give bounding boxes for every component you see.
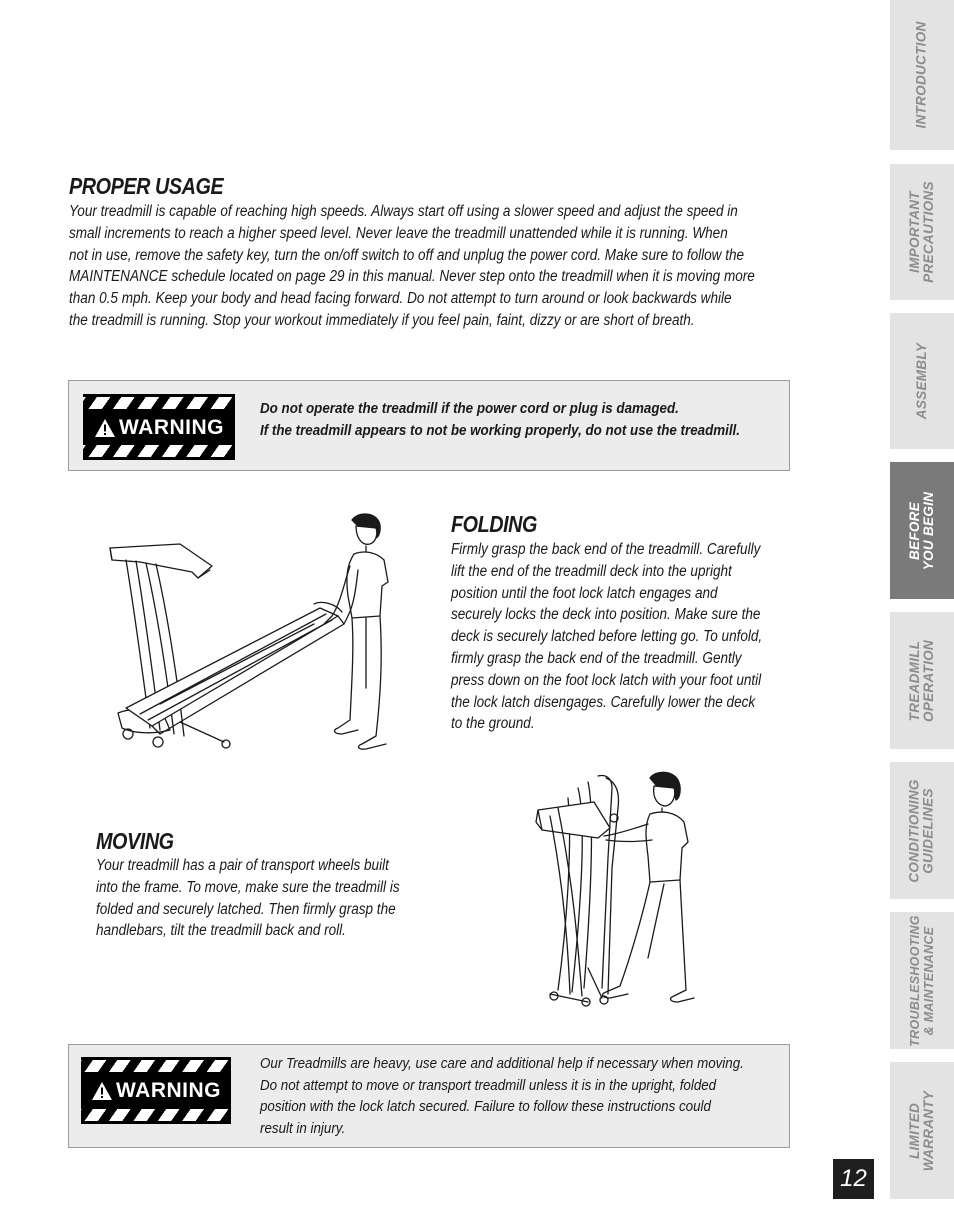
tab-label: TREADMILL OPERATION <box>907 639 937 722</box>
warning-badge <box>81 1057 231 1124</box>
tab-label: IMPORTANT PRECAUTIONS <box>907 181 936 283</box>
text-line: Do not operate the treadmill if the power cord or plug is damaged. <box>260 400 679 417</box>
tab-important-precautions[interactable] <box>890 164 954 300</box>
warning-triangle-icon <box>94 418 116 438</box>
text-line: position with the lock latch secured. Failure to follow these instructions could <box>260 1098 711 1116</box>
moving-illustration <box>528 768 708 1008</box>
text-line: than 0.5 mph. Keep your body and head facing forward. Do not attempt to turn around or look backwards while <box>69 290 732 308</box>
text-line: lift the end of the treadmill deck into the upright <box>451 562 732 580</box>
text-line: position until the foot lock latch engages and <box>451 584 718 602</box>
text-line: deck is securely latched before letting go. To unfold, <box>451 628 763 646</box>
hazard-stripes <box>81 1060 231 1072</box>
tab-label: CONDITIONING GUIDELINES <box>907 778 937 883</box>
warning-text <box>260 398 779 441</box>
tab-label: INTRODUCTION <box>914 21 929 129</box>
proper-usage-heading: PROPER USAGE <box>69 173 224 199</box>
text-line: Your treadmill is capable of reaching high speeds. Always start off using a slower speed and adjust the speed in <box>69 203 738 220</box>
tab-before-you-begin[interactable] <box>890 462 954 599</box>
text-line: press down on the foot lock latch with your foot until <box>451 671 762 689</box>
text-line: not in use, remove the safety key, turn the on/off switch to off and unplug the power cord. Make sure to follow the <box>69 246 745 264</box>
warning-badge <box>83 394 235 460</box>
text-line: MAINTENANCE schedule located on page 29 in this manual. Never step onto the treadmill when it is moving more <box>69 268 755 286</box>
warning-text <box>260 1053 777 1139</box>
text-line: securely locks the deck into position. Make sure the <box>451 606 761 624</box>
tab-limited-warranty[interactable] <box>890 1062 954 1199</box>
tab-label: ASSEMBLY <box>914 342 929 420</box>
warning-box-power-cord <box>68 380 790 471</box>
folding-heading: FOLDING <box>451 511 537 537</box>
warning-triangle-icon <box>91 1081 113 1101</box>
text-line: Do not attempt to move or transport treadmill unless it is in the upright, folded <box>260 1076 717 1094</box>
warning-label: WARNING <box>116 1079 221 1102</box>
text-line: firmly grasp the back end of the treadmill. Gently <box>451 649 742 667</box>
folding-text <box>451 539 778 735</box>
warning-label: WARNING <box>119 416 224 439</box>
text-line: to the ground. <box>451 715 535 733</box>
text-line: Our Treadmills are heavy, use care and additional help if necessary when moving. <box>260 1055 744 1072</box>
tab-label: BEFORE YOU BEGIN <box>907 491 936 570</box>
tab-treadmill-operation[interactable] <box>890 612 954 749</box>
hazard-stripes <box>83 397 235 409</box>
hazard-stripes <box>83 445 235 457</box>
text-line: If the treadmill appears to not be working properly, do not use the treadmill. <box>260 421 740 439</box>
tab-troubleshooting-maintenance[interactable] <box>890 912 954 1049</box>
tab-label: TROUBLESHOOTING & MAINTENANCE <box>908 914 936 1047</box>
tab-assembly[interactable] <box>890 313 954 449</box>
tab-label: LIMITED WARRANTY <box>907 1090 936 1171</box>
tab-introduction[interactable] <box>890 0 954 150</box>
text-line: handlebars, tilt the treadmill back and roll. <box>96 922 346 940</box>
proper-usage-text <box>69 201 782 332</box>
text-line: small increments to reach a higher speed level. Never leave the treadmill unattended while it is running. When <box>69 224 728 242</box>
hazard-stripes <box>81 1109 231 1121</box>
folding-illustration <box>100 508 410 758</box>
text-line: the treadmill is running. Stop your workout immediately if you feel pain, faint, dizzy or are short of breath. <box>69 311 695 329</box>
moving-heading: MOVING <box>96 828 174 854</box>
page-number: 12 <box>833 1159 874 1199</box>
warning-box-moving <box>68 1044 790 1148</box>
moving-text <box>96 855 423 942</box>
text-line: Your treadmill has a pair of transport wheels built <box>96 857 389 874</box>
tab-conditioning-guidelines[interactable] <box>890 762 954 899</box>
text-line: folded and securely latched. Then firmly grasp the <box>96 900 396 918</box>
text-line: the lock latch disengages. Carefully lower the deck <box>451 693 756 711</box>
text-line: Firmly grasp the back end of the treadmill. Carefully <box>451 541 761 558</box>
text-line: into the frame. To move, make sure the treadmill is <box>96 878 400 896</box>
text-line: result in injury. <box>260 1119 346 1137</box>
